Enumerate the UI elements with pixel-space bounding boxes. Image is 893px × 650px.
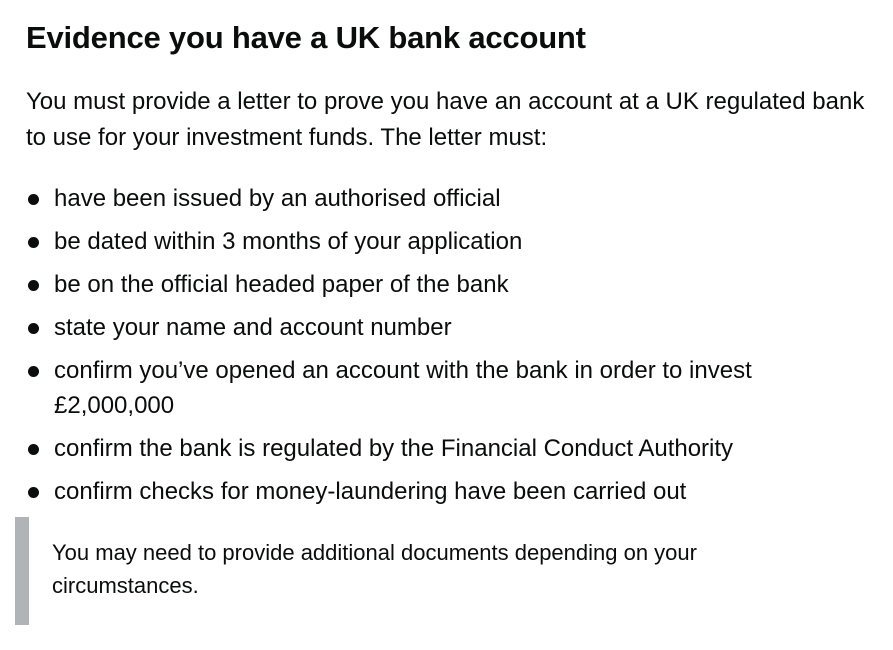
list-item <box>26 431 874 466</box>
requirements-list <box>26 181 875 509</box>
list-item-text: state your name and account number <box>54 314 452 341</box>
bullet-icon <box>28 444 39 455</box>
list-item-text: confirm you’ve opened an account with the bank in order to invest £2,000,000 <box>54 357 752 419</box>
list-item <box>26 181 874 216</box>
list-item-text: confirm the bank is regulated by the Financial Conduct Authority <box>54 435 734 462</box>
list-item-text: be dated within 3 months of your application <box>54 228 523 255</box>
bullet-icon <box>28 280 39 291</box>
list-item <box>26 224 874 259</box>
bullet-icon <box>28 366 39 377</box>
bullet-icon <box>28 237 39 248</box>
bullet-icon <box>28 194 39 205</box>
list-item-text: be on the official headed paper of the bank <box>54 271 509 298</box>
inset-text <box>15 517 795 625</box>
bullet-icon <box>28 323 39 334</box>
bullet-icon <box>28 487 39 498</box>
inset-text-content: You may need to provide additional documents depending on your circumstances. <box>52 540 697 598</box>
list-item <box>26 310 874 345</box>
list-item <box>26 353 874 423</box>
list-item-text: confirm checks for money-laundering have been carried out <box>54 478 687 505</box>
intro-paragraph: You must provide a letter to prove you have an account at a UK regulated bank to use for your investment funds. The letter must: <box>26 88 865 151</box>
list-item <box>26 267 874 302</box>
list-item-text: have been issued by an authorised official <box>54 185 501 212</box>
page-title: Evidence you have a UK bank account <box>26 20 586 55</box>
list-item <box>26 474 874 509</box>
